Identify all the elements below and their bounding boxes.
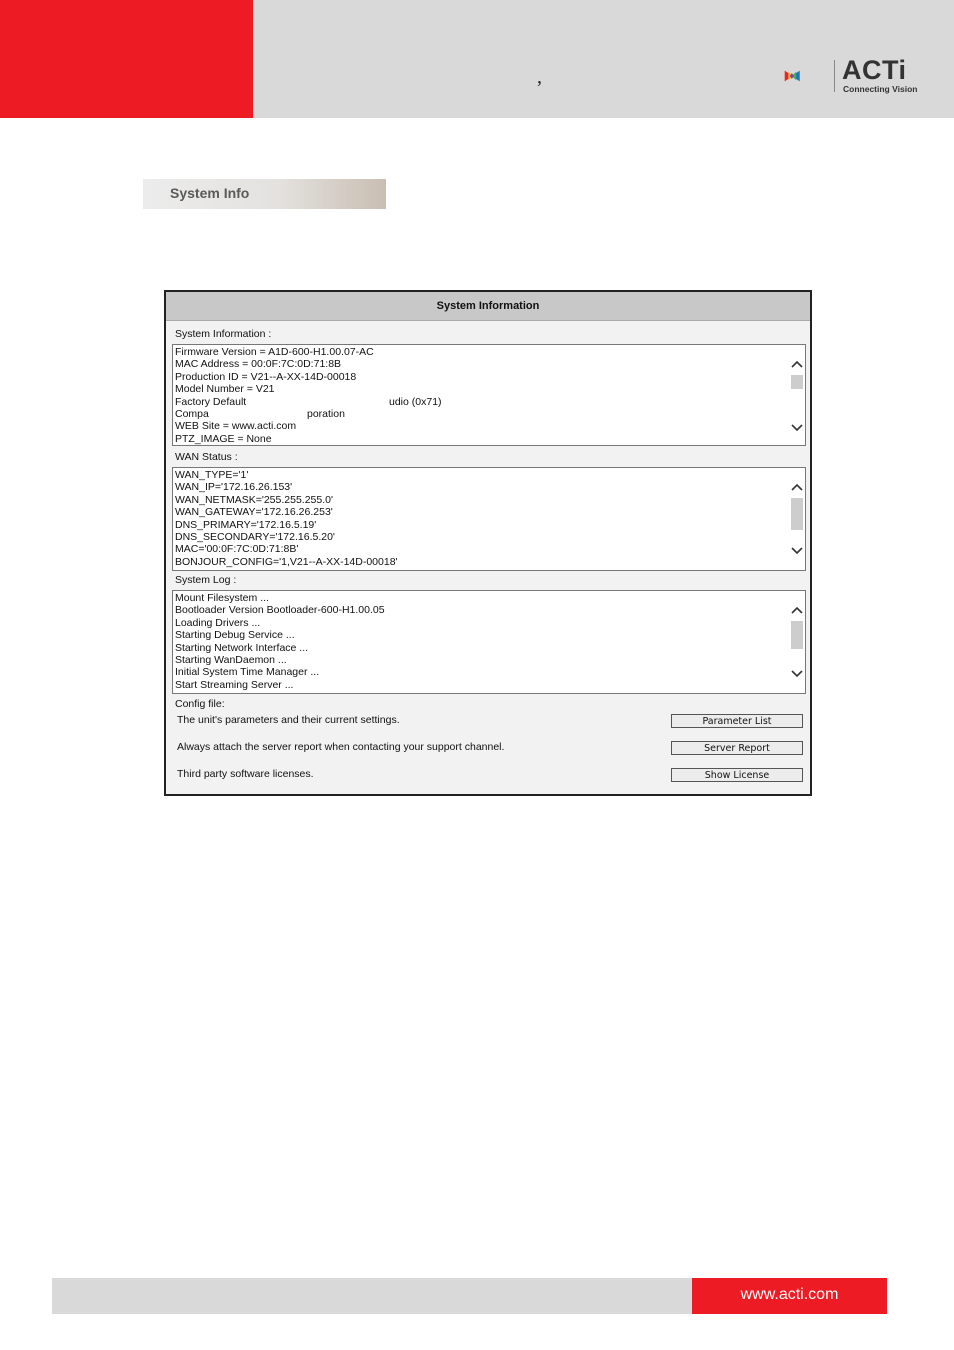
- wan-status-line: DNS_SECONDARY='172.16.5.20': [175, 531, 335, 544]
- wan-status-textarea[interactable]: [172, 467, 806, 571]
- panel-title: System Information: [166, 292, 810, 321]
- scroll-up-icon[interactable]: [791, 359, 803, 371]
- header-red-block: [0, 0, 253, 118]
- system-info-label: System Information :: [175, 328, 272, 340]
- wan-status-label: WAN Status :: [175, 451, 238, 463]
- system-info-line: PTZ_IMAGE = None: [175, 432, 272, 445]
- config-row-text: The unit's parameters and their current settings.: [177, 714, 400, 726]
- system-info-line: Production ID = V21--A-XX-14D-00018: [175, 370, 357, 383]
- system-log-line: Start Streaming Server ...: [175, 678, 294, 691]
- scroll-thumb[interactable]: [791, 375, 803, 389]
- system-info-line: Compa poration: [175, 408, 345, 421]
- logo-separator: [834, 60, 835, 92]
- config-file-label: Config file:: [175, 698, 225, 710]
- system-info-line: Model Number = V21: [175, 383, 275, 396]
- wan-status-line: WAN_TYPE='1': [175, 469, 249, 481]
- logo-brand-text: ACTi: [842, 55, 907, 85]
- config-row-text: Always attach the server report when contacting your support channel.: [177, 741, 505, 753]
- system-log-line: Loading Drivers ...: [175, 616, 261, 629]
- wan-status-line: WAN_GATEWAY='172.16.26.253': [175, 506, 333, 519]
- footer-band: [52, 1278, 692, 1314]
- footer-url-link[interactable]: www.acti.com: [740, 1286, 839, 1303]
- system-information-panel: [164, 290, 812, 796]
- footer-url-block: [692, 1278, 887, 1314]
- system-info-tab-label: System Info: [170, 185, 250, 201]
- scroll-thumb[interactable]: [791, 621, 803, 649]
- server-report-button[interactable]: Server Report: [671, 741, 803, 755]
- system-info-line: MAC Address = 00:0F:7C:0D:71:8B: [175, 358, 342, 371]
- scroll-down-icon[interactable]: [791, 544, 803, 556]
- wan-status-scrollbar[interactable]: [789, 468, 805, 570]
- system-log-line: Starting Debug Service ...: [175, 629, 295, 642]
- scroll-up-icon[interactable]: [791, 605, 803, 617]
- system-log-line: Mount Filesystem ...: [175, 592, 269, 604]
- wan-status-line: DNS_PRIMARY='172.16.5.19': [175, 518, 317, 531]
- wan-status-line: MAC='00:0F:7C:0D:71:8B': [175, 543, 299, 556]
- system-info-lines: [175, 346, 787, 445]
- scroll-up-icon[interactable]: [791, 482, 803, 494]
- header-comma: ,: [537, 66, 542, 88]
- redacted-fragment: poration: [307, 408, 345, 421]
- system-log-textarea[interactable]: [172, 590, 806, 694]
- wan-status-line: WAN_IP='172.16.26.153': [175, 481, 293, 494]
- system-info-line: Factory Default udio (0x71): [175, 395, 442, 408]
- parameter-list-button[interactable]: Parameter List: [671, 714, 803, 728]
- system-info-scrollbar[interactable]: [789, 345, 805, 445]
- redacted-fragment: udio (0x71): [389, 395, 442, 408]
- wan-status-line: WAN_NETMASK='255.255.255.0': [175, 493, 333, 506]
- show-license-button[interactable]: Show License: [671, 768, 803, 782]
- scroll-down-icon[interactable]: [791, 421, 803, 433]
- acti-logo-icon: [784, 56, 834, 96]
- wan-status-line: BONJOUR_CONFIG='1,V21--A-XX-14D-00018': [175, 555, 398, 568]
- config-row-text: Third party software licenses.: [177, 768, 314, 780]
- wan-status-lines: [175, 469, 787, 568]
- scroll-down-icon[interactable]: [791, 667, 803, 679]
- system-info-line: Firmware Version = A1D-600-H1.00.07-AC: [175, 346, 374, 358]
- system-log-label: System Log :: [175, 574, 237, 586]
- system-log-line: Starting WanDaemon ...: [175, 654, 287, 667]
- system-log-line: Initial System Time Manager ...: [175, 666, 320, 679]
- system-info-tab[interactable]: [143, 179, 386, 209]
- system-log-line: Bootloader Version Bootloader-600-H1.00.05: [175, 604, 385, 617]
- system-info-line: WEB Site = www.acti.com: [175, 420, 297, 433]
- logo-tagline: Connecting Vision: [843, 84, 918, 94]
- system-log-lines: [175, 592, 787, 691]
- system-info-textarea[interactable]: [172, 344, 806, 446]
- system-log-scrollbar[interactable]: [789, 591, 805, 693]
- system-log-line: Starting Network Interface ...: [175, 641, 309, 654]
- scroll-thumb[interactable]: [791, 498, 803, 530]
